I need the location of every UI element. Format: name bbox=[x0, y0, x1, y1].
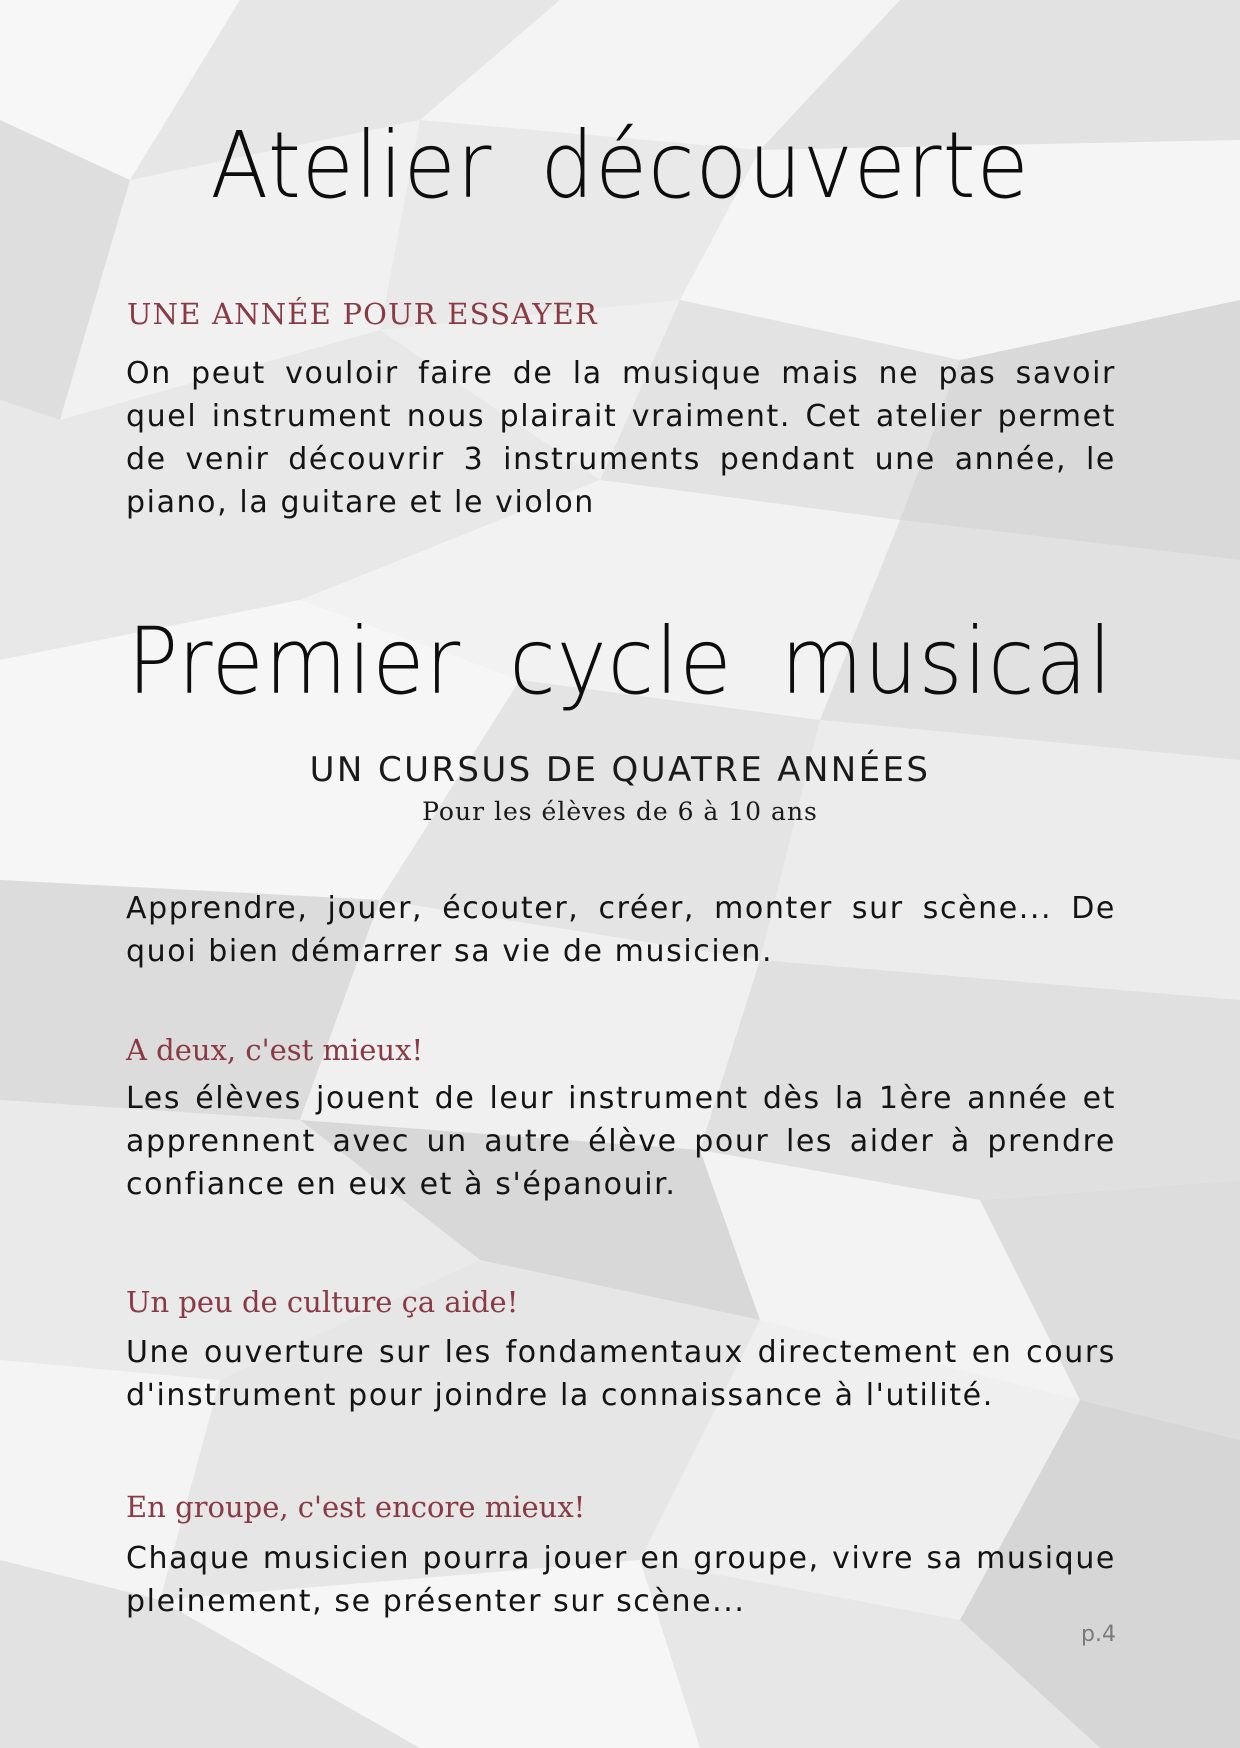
section-body-groupe: Chaque musicien pourra jouer en groupe, vivre sa musique pleinement, se présenter sur scène... bbox=[126, 1541, 1116, 1619]
atelier-title: Atelier découverte bbox=[210, 112, 1030, 219]
section-body-culture: Une ouverture sur les fondamentaux directement en cours d'instrument pour joindre la connaissance à l'utilité. bbox=[126, 1335, 1116, 1413]
cycle-intro: Apprendre, jouer, écouter, créer, monter sur scène... De quoi bien démarrer sa vie de musicien. bbox=[126, 891, 1116, 969]
cycle-subtitle: UN CURSUS DE QUATRE ANNÉES bbox=[309, 750, 931, 790]
section-heading-groupe: En groupe, c'est encore mieux! bbox=[126, 1490, 586, 1524]
section-heading-a-deux: A deux, c'est mieux! bbox=[126, 1033, 424, 1067]
cycle-title: Premier cycle musical bbox=[127, 608, 1113, 715]
section-body-a-deux: Les élèves jouent de leur instrument dès la 1ère année et apprennent avec un autre élève pour les aider à prendre confiance en eux et à s'épanouir. bbox=[126, 1081, 1116, 1202]
section-heading-culture: Un peu de culture ça aide! bbox=[126, 1285, 519, 1319]
page-number: p.4 bbox=[1081, 1622, 1116, 1647]
atelier-body: On peut vouloir faire de la musique mais ne pas savoir quel instrument nous plairait vraiment. Cet atelier permet de venir découvrir 3 instruments pendant une année, le piano, la guitare et le violon bbox=[126, 356, 1116, 520]
cycle-ages: Pour les élèves de 6 à 10 ans bbox=[422, 797, 818, 826]
atelier-subtitle: UNE ANNÉE POUR ESSAYER bbox=[127, 297, 598, 331]
